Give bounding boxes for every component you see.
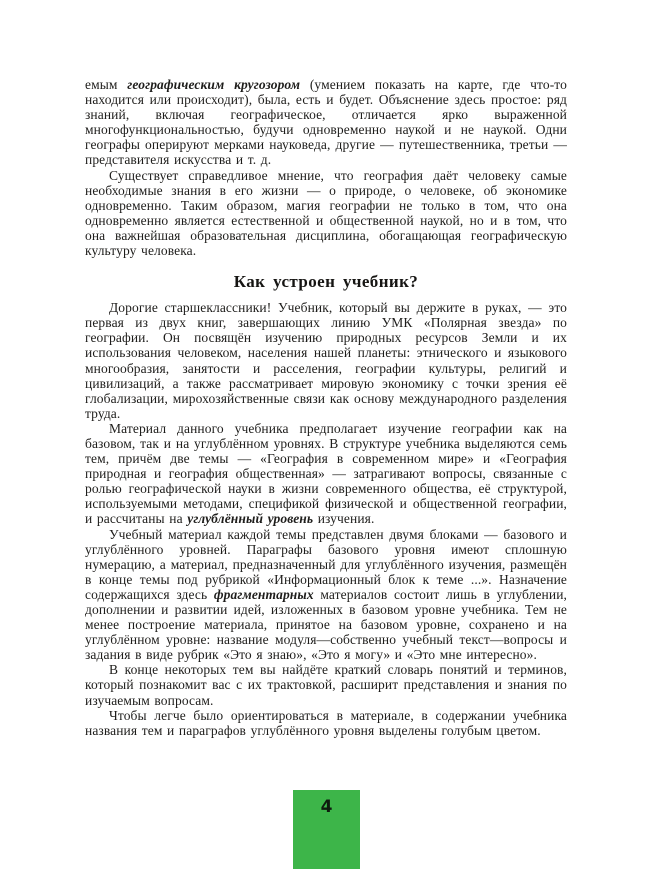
- text-column: [85, 77, 567, 738]
- paragraph: Дорогие старшеклассники! Учебник, который вы держите в руках, — это первая из двух книг, завершающих линию УМК «Полярная звезда» по географии. Он посвящён изучению природных ресурсов Земли и их использования человеком, населения нашей планеты: этнического и языкового многообразия, занятости и расселения, географии культуры, религий и цивилизаций, а также рассматривает мировую экономику с точки зрения её глобализации, мирохозяйственные связи как основу международного разделения труда.: [85, 300, 567, 421]
- paragraph: Учебный материал каждой темы представлен двумя блоками — базового и углублённого уровней. Параграфы базового уровня имеют сплошную нумерацию, а материал, предназначенный для углублённого изучения, размещён в конце темы под рубрикой «Информационный блок к теме ...». Назначение содержащихся здесь фрагментарных материалов состоит лишь в углублении, дополнении и развитии идей, изложенных в базовом уровне учебника. Тем не менее построение материала, принятое на базовом уровне, сохранено и на углублённом уровне: название модуля—собственно учебный текст—вопросы и задания в виде рубрик «Это я знаю», «Это я могу» и «Это мне интересно».: [85, 526, 568, 663]
- paragraph: емым географическим кругозором (умением показать на карте, где что-то находится или происходит), была, есть и будет. Объяснение здесь простое: ряд знаний, включая географическое, отличается ярко выраженной многофункциональностью, будучи одновременно наукой и не наукой. Одни географы оперируют мерками науковеда, другие — путешественника, третьи — представителя искусства и т. д.: [85, 77, 567, 168]
- paragraph: Материал данного учебника предполагает изучение географии как на базовом, так и на углублённом уровнях. В структуре учебника выделяются семь тем, причём две темы — «География в современном мире» и «География природная и география общественная» — затрагивают вопросы, связанные с ролью географической науки в жизни современного общества, её структурой, используемыми методами, спецификой физической и общественной географии, и рассчитаны на углублённый уровень изучения.: [85, 420, 567, 527]
- section-heading: Как устроен учебник?: [233, 272, 419, 292]
- page-number-tab: [293, 790, 360, 869]
- paragraph: В конце некоторых тем вы найдёте краткий словарь понятий и терминов, который познакомит вас с их трактовкой, расширит представления и знания по изучаемым вопросам.: [85, 662, 567, 708]
- emphasis-text: углублённый уровень: [187, 511, 314, 527]
- emphasis-text: фрагментарных: [213, 586, 314, 602]
- paragraph: Существует справедливое мнение, что география даёт человеку самые необходимые знания в его жизни — о природе, о человеке, об экономике одновременно. Таким образом, магия географии не только в том, что она одновременно является естественной и общественной наукой, но и в том, что она важнейшая образовательная дисциплина, обогащающая географическую культуру человека.: [85, 167, 567, 259]
- emphasis-text: географическим кругозором: [127, 77, 301, 92]
- paragraph: Чтобы легче было ориентироваться в материале, в содержании учебника названия тем и параграфов углублённого уровня выделены голубым цветом.: [85, 707, 567, 738]
- page-number: 4: [320, 797, 333, 817]
